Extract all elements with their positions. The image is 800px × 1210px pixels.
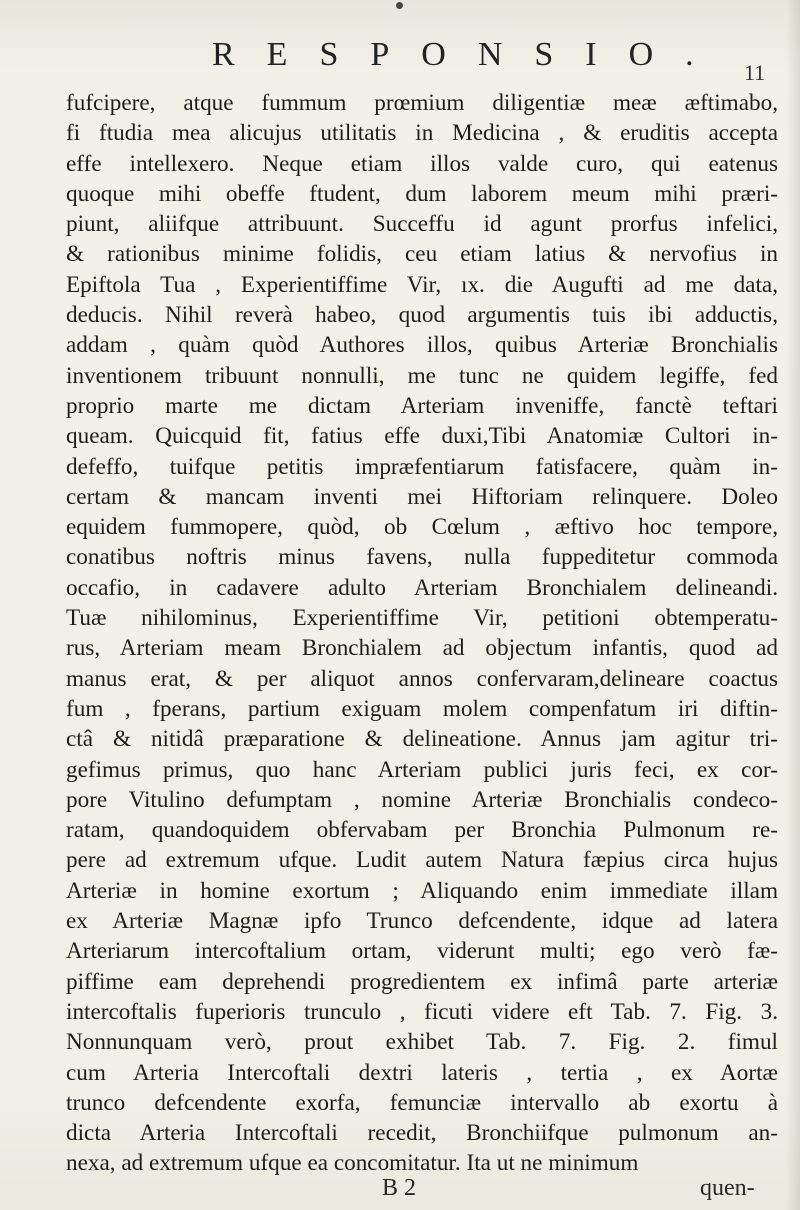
text-line: piffime eam deprehendi progredientem ex infimâ parte arteriæ bbox=[66, 968, 778, 995]
text-line: pore Vitulino defumptam , nomine Arteriæ Bronchialis condeco- bbox=[66, 786, 778, 813]
text-line: dicta Arteria Intercoftali recedit, Bronchiifque pulmonum an- bbox=[66, 1120, 778, 1147]
page-number: 11 bbox=[744, 60, 766, 85]
text-line: addam , quàm quòd Authores illos, quibus Arteriæ Bronchialis bbox=[66, 332, 778, 359]
text-line: gefimus primus, quo hanc Arteriam publici juris feci, ex cor- bbox=[66, 756, 778, 783]
text-line: manus erat, & per aliquot annos confervaram,delineare coactus bbox=[66, 665, 778, 692]
text-line: proprio marte me dictam Arteriam inveniffe, fanctè teftari bbox=[66, 392, 778, 419]
text-line: trunco defcendente exorfa, femunciæ intervallo ab exortu à bbox=[66, 1089, 778, 1116]
text-line: fi ftudia mea alicujus utilitatis in Medicina , & eruditis accepta bbox=[66, 120, 778, 147]
text-line: ex Arteriæ Magnæ ipfo Trunco defcendente, idque ad latera bbox=[66, 908, 778, 935]
text-line: equidem fummopere, quòd, ob Cœlum , æftivo hoc tempore, bbox=[66, 514, 778, 541]
running-head bbox=[0, 28, 800, 85]
text-line: deducis. Nihil reverà habeo, quod argumentis tuis ibi adductis, bbox=[66, 302, 778, 329]
text-line: inventionem tribuunt nonnulli, me tunc ne quidem legiffe, fed bbox=[66, 362, 778, 389]
text-line: defeffo, tuifque petitis impræfentiarum fatisfacere, quàm in- bbox=[66, 453, 778, 480]
text-line: Arteriæ in homine exortum ; Aliquando enim immediate illam bbox=[66, 877, 778, 904]
text-line: rus, Arteriam meam Bronchialem ad objectum infantis, quod ad bbox=[66, 635, 778, 662]
text-line: nexa, ad extremum ufque ea concomitatur. Ita ut ne minimum bbox=[66, 1150, 639, 1177]
text-line: certam & mancam inventi mei Hiftoriam relinquere. Doleo bbox=[66, 483, 778, 510]
body-text bbox=[66, 88, 778, 1179]
text-line: ctâ & nitidâ præparatione & delineatione. Annus jam agitur tri- bbox=[66, 726, 778, 753]
catchword: quen- bbox=[700, 1175, 755, 1201]
signature-mark: B 2 bbox=[382, 1175, 417, 1201]
page-edge-shadow bbox=[786, 0, 800, 1210]
text-line: queam. Quicquid fit, fatius effe duxi,Tibi Anatomiæ Cultori in- bbox=[66, 423, 778, 450]
text-line: Epiftola Tua , Experientiffime Vir, ıx. die Augufti ad me data, bbox=[66, 271, 778, 298]
text-line: Arteriarum intercoftalium ortam, viderunt multi; ego verò fæ- bbox=[66, 938, 778, 965]
text-line: quoque mihi obeffe ftudent, dum laborem meum mihi præri- bbox=[66, 180, 778, 207]
text-line: Nonnunquam verò, prout exhibet Tab. 7. Fig. 2. fimul bbox=[66, 1029, 778, 1056]
text-line: Tuæ nihilominus, Experientiffime Vir, petitioni obtemperatu- bbox=[66, 605, 778, 632]
text-line: cum Arteria Intercoftali dextri lateris , tertia , ex Aortæ bbox=[66, 1059, 778, 1086]
text-line: fufcipere, atque fummum prœmium diligentiæ meæ æftimabo, bbox=[66, 90, 778, 116]
ink-dot bbox=[396, 2, 403, 9]
running-title: RESPONSIO. bbox=[212, 36, 726, 73]
text-line: intercoftalis fuperioris trunculo , ficuti videre eft Tab. 7. Fig. 3. bbox=[66, 998, 778, 1025]
text-line: occafio, in cadavere adulto Arteriam Bronchialem delineandi. bbox=[66, 574, 778, 601]
text-line: piunt, aliifque attribuunt. Succeffu id agunt prorfus infelici, bbox=[66, 211, 778, 238]
text-line: conatibus noftris minus favens, nulla fuppeditetur commoda bbox=[66, 544, 778, 571]
text-line: fum , fperans, partium exiguam molem compenfatum iri diftin- bbox=[66, 695, 778, 722]
text-line: ratam, quandoquidem obfervabam per Bronchia Pulmonum re- bbox=[66, 817, 778, 844]
text-line: & rationibus minime folidis, ceu etiam latius & nervofius in bbox=[66, 241, 778, 268]
text-line: pere ad extremum ufque. Ludit autem Natura fæpius circa hujus bbox=[66, 847, 778, 874]
text-line: effe intellexero. Neque etiam illos valde curo, qui eatenus bbox=[66, 150, 778, 177]
